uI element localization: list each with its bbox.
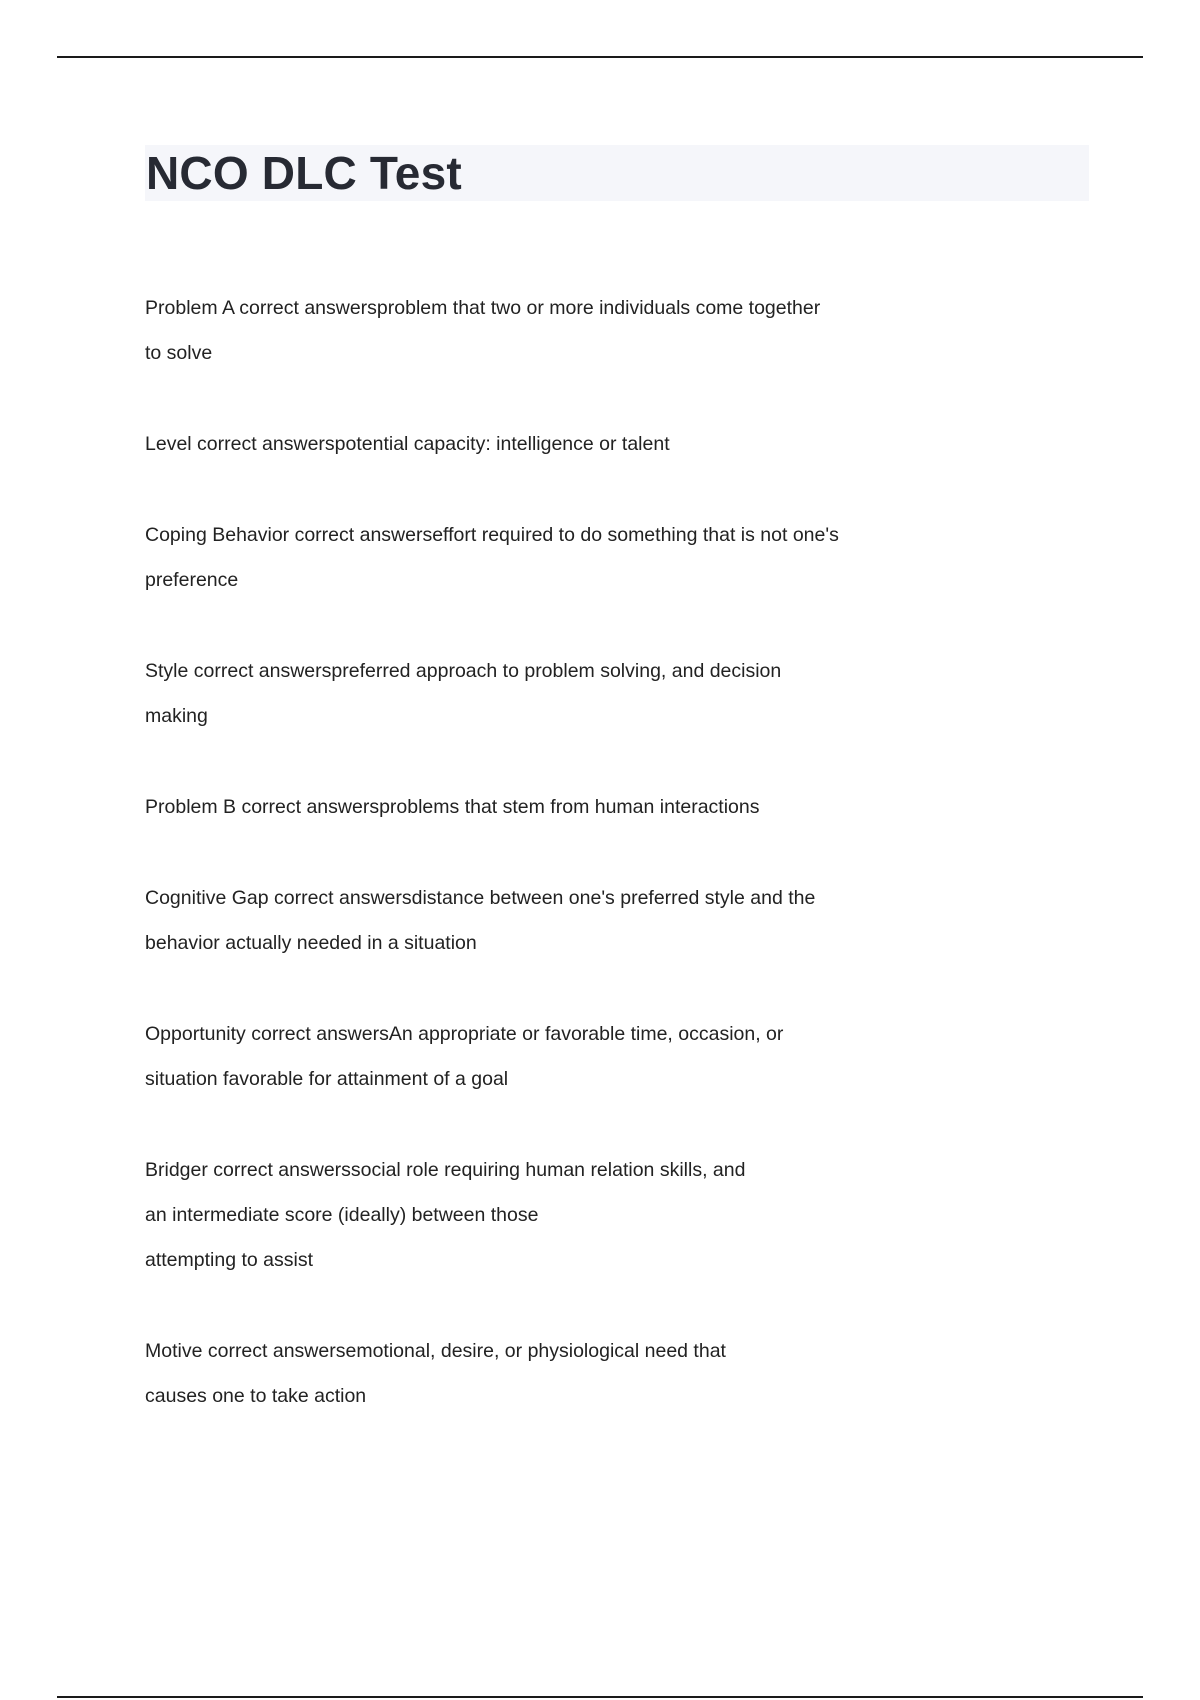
flashcard-entry <box>145 422 905 467</box>
entry-line: Problem A correct answersproblem that two or more individuals come together <box>145 297 821 319</box>
flashcard-entry <box>145 1012 905 1102</box>
flashcard-entry <box>145 513 905 603</box>
entry-line: behavior actually needed in a situation <box>145 932 477 954</box>
flashcard-entry <box>145 1148 905 1283</box>
flashcard-entry <box>145 1329 905 1419</box>
flashcard-entry <box>145 286 905 376</box>
entry-line: to solve <box>145 342 213 364</box>
entry-line: attempting to assist <box>145 1249 313 1271</box>
entry-line: making <box>145 705 208 727</box>
entry-line: Style correct answerspreferred approach to problem solving, and decision <box>145 660 782 682</box>
entry-line: Level correct answerspotential capacity: intelligence or talent <box>145 433 670 455</box>
entry-line: an intermediate score (ideally) between those <box>145 1204 539 1226</box>
entry-line: Cognitive Gap correct answersdistance between one's preferred style and the <box>145 887 816 909</box>
flashcard-entry <box>145 649 905 739</box>
entry-line: causes one to take action <box>145 1385 367 1407</box>
entry-line: Motive correct answersemotional, desire, or physiological need that <box>145 1340 726 1362</box>
entry-line: Bridger correct answerssocial role requiring human relation skills, and <box>145 1159 746 1181</box>
flashcard-list <box>145 286 905 1465</box>
entry-line: Coping Behavior correct answerseffort required to do something that is not one's <box>145 524 839 546</box>
bottom-rule <box>57 1696 1143 1698</box>
page-title: NCO DLC Test <box>146 147 462 199</box>
entry-line: Opportunity correct answersAn appropriate or favorable time, occasion, or <box>145 1023 784 1045</box>
top-rule <box>57 56 1143 58</box>
flashcard-entry <box>145 785 905 830</box>
entry-line: Problem B correct answersproblems that stem from human interactions <box>145 796 760 818</box>
entry-line: preference <box>145 569 239 591</box>
flashcard-entry <box>145 876 905 966</box>
entry-line: situation favorable for attainment of a goal <box>145 1068 509 1090</box>
